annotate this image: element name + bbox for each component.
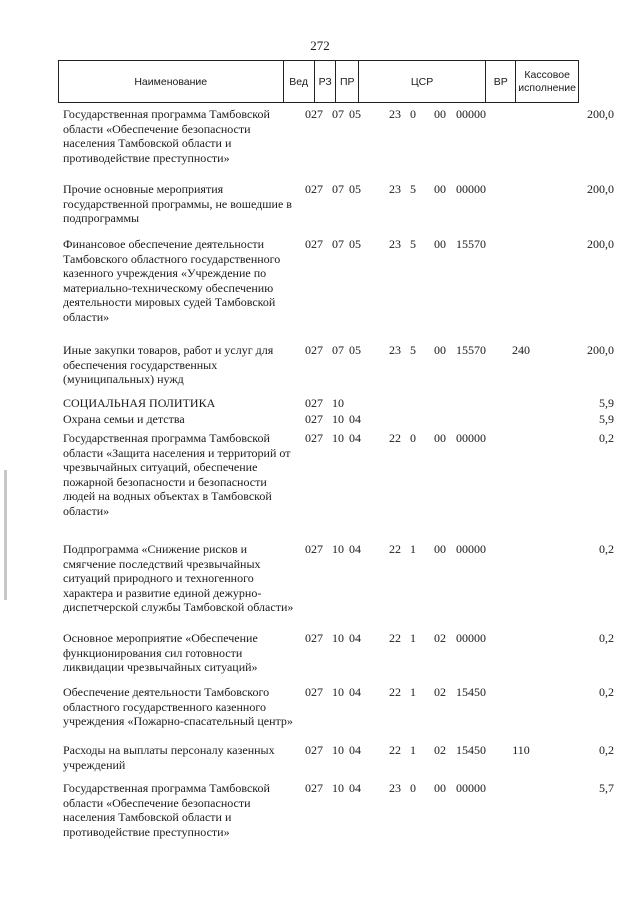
header-pr: ПР xyxy=(336,61,359,103)
row-csr-event: 00 xyxy=(434,542,446,556)
header-ved: Вед xyxy=(283,61,314,103)
row-cash-execution: 200,0 xyxy=(587,107,614,121)
header-row xyxy=(59,61,579,103)
row-name: СОЦИАЛЬНАЯ ПОЛИТИКА xyxy=(63,396,216,410)
row-cash-execution: 200,0 xyxy=(587,343,614,357)
row-ved: 027 xyxy=(305,685,323,699)
row-csr-direction: 00000 xyxy=(456,182,486,196)
row-rz: 10 xyxy=(332,431,344,445)
row-rz: 10 xyxy=(332,396,344,410)
row-pr: 04 xyxy=(349,685,361,699)
row-rz: 07 xyxy=(332,107,344,121)
row-csr-subprogram: 0 xyxy=(410,431,416,445)
row-csr-subprogram: 1 xyxy=(410,542,416,556)
row-cash-execution: 0,2 xyxy=(599,431,614,445)
row-csr-event: 00 xyxy=(434,343,446,357)
row-pr: 04 xyxy=(349,781,361,795)
row-csr-event: 00 xyxy=(434,781,446,795)
row-csr-program: 22 xyxy=(389,685,401,699)
row-csr-program: 22 xyxy=(389,743,401,757)
row-pr: 05 xyxy=(349,182,361,196)
row-csr-subprogram: 1 xyxy=(410,743,416,757)
row-name: Прочие основные мероприятия государственной программы, не вошедшие в подпрограммы xyxy=(63,182,292,226)
row-cash-execution: 5,7 xyxy=(599,781,614,795)
row-csr-program: 22 xyxy=(389,631,401,645)
row-ved: 027 xyxy=(305,343,323,357)
row-csr-direction: 15450 xyxy=(456,685,486,699)
row-rz: 07 xyxy=(332,237,344,251)
row-csr-program: 23 xyxy=(389,182,401,196)
row-cash-execution: 200,0 xyxy=(587,237,614,251)
row-name: Подпрограмма «Снижение рисков и смягчение последствий чрезвычайных ситуаций природного и техногенного характера и развитие единой дежурно-диспетчерской службы Тамбовской области» xyxy=(63,542,294,615)
row-csr-event: 02 xyxy=(434,743,446,757)
row-ved: 027 xyxy=(305,237,323,251)
row-name: Расходы на выплаты персоналу казенных учреждений xyxy=(63,743,275,772)
row-name: Обеспечение деятельности Тамбовского областного государственного казенного учреждения «Пожарно-спасательный центр» xyxy=(63,685,293,729)
row-pr: 05 xyxy=(349,343,361,357)
row-csr-subprogram: 5 xyxy=(410,182,416,196)
row-rz: 07 xyxy=(332,182,344,196)
row-ved: 027 xyxy=(305,781,323,795)
row-csr-event: 00 xyxy=(434,182,446,196)
row-csr-program: 22 xyxy=(389,542,401,556)
binding-mark xyxy=(4,470,7,600)
row-ved: 027 xyxy=(305,631,323,645)
page-number: 272 xyxy=(310,38,330,53)
row-name: Иные закупки товаров, работ и услуг для обеспечения государственных (муниципальных) нужд xyxy=(63,343,274,387)
row-rz: 10 xyxy=(332,743,344,757)
row-name: Государственная программа Тамбовской области «Обеспечение безопасности населения Тамбовской области и противодействие преступности» xyxy=(63,781,270,839)
row-pr: 05 xyxy=(349,107,361,121)
row-csr-subprogram: 1 xyxy=(410,631,416,645)
row-ved: 027 xyxy=(305,396,323,410)
row-ved: 027 xyxy=(305,107,323,121)
row-csr-event: 00 xyxy=(434,107,446,121)
header-name: Наименование xyxy=(59,61,284,103)
row-rz: 10 xyxy=(332,542,344,556)
row-csr-direction: 15570 xyxy=(456,237,486,251)
row-csr-program: 23 xyxy=(389,343,401,357)
row-rz: 07 xyxy=(332,343,344,357)
row-csr-program: 23 xyxy=(389,237,401,251)
row-csr-direction: 15570 xyxy=(456,343,486,357)
row-pr: 05 xyxy=(349,237,361,251)
row-csr-subprogram: 0 xyxy=(410,107,416,121)
row-csr-program: 22 xyxy=(389,431,401,445)
row-csr-event: 02 xyxy=(434,631,446,645)
row-csr-direction: 00000 xyxy=(456,542,486,556)
row-csr-subprogram: 5 xyxy=(410,343,416,357)
row-name: Охрана семьи и детства xyxy=(63,412,185,426)
row-ved: 027 xyxy=(305,412,323,426)
row-csr-event: 00 xyxy=(434,237,446,251)
row-ved: 027 xyxy=(305,542,323,556)
row-csr-program: 23 xyxy=(389,781,401,795)
row-rz: 10 xyxy=(332,685,344,699)
row-csr-direction: 15450 xyxy=(456,743,486,757)
row-pr: 04 xyxy=(349,542,361,556)
row-ved: 027 xyxy=(305,743,323,757)
row-csr-direction: 00000 xyxy=(456,431,486,445)
row-ved: 027 xyxy=(305,182,323,196)
row-cash-execution: 5,9 xyxy=(599,412,614,426)
row-rz: 10 xyxy=(332,781,344,795)
row-cash-execution: 5,9 xyxy=(599,396,614,410)
row-csr-program: 23 xyxy=(389,107,401,121)
row-pr: 04 xyxy=(349,743,361,757)
row-cash-execution: 0,2 xyxy=(599,743,614,757)
row-name: Государственная программа Тамбовской области «Обеспечение безопасности населения Тамбовской области и противодействие преступности» xyxy=(63,107,270,165)
row-name: Основное мероприятие «Обеспечение функционирования сил готовности ликвидации чрезвычайных ситуаций» xyxy=(63,631,258,675)
row-name: Государственная программа Тамбовской области «Защита населения и территорий от чрезвычайных ситуаций, обеспечение пожарной безопасности и безопасности людей на водных объектах в Тамбовской области» xyxy=(63,431,291,518)
row-vr: 240 xyxy=(512,343,530,357)
row-pr: 04 xyxy=(349,412,361,426)
header-rz: РЗ xyxy=(314,61,336,103)
row-cash-execution: 200,0 xyxy=(587,182,614,196)
row-rz: 10 xyxy=(332,631,344,645)
row-cash-execution: 0,2 xyxy=(599,542,614,556)
row-pr: 04 xyxy=(349,631,361,645)
row-csr-subprogram: 1 xyxy=(410,685,416,699)
row-vr: 110 xyxy=(512,743,530,757)
header-vr: ВР xyxy=(486,61,516,103)
row-csr-direction: 00000 xyxy=(456,107,486,121)
row-cash-execution: 0,2 xyxy=(599,685,614,699)
row-csr-direction: 00000 xyxy=(456,781,486,795)
row-csr-subprogram: 0 xyxy=(410,781,416,795)
header-csr: ЦСР xyxy=(359,61,486,103)
row-csr-subprogram: 5 xyxy=(410,237,416,251)
row-cash-execution: 0,2 xyxy=(599,631,614,645)
row-rz: 10 xyxy=(332,412,344,426)
header-ke: Кассовое исполнение xyxy=(516,61,579,103)
row-name: Финансовое обеспечение деятельности Тамбовского областного государственного казенного учреждения «Учреждение по материально-техническому обеспечению деятельности мировых судей Тамбовской области» xyxy=(63,237,281,324)
row-csr-event: 02 xyxy=(434,685,446,699)
row-ved: 027 xyxy=(305,431,323,445)
row-csr-direction: 00000 xyxy=(456,631,486,645)
row-csr-event: 00 xyxy=(434,431,446,445)
table-header xyxy=(58,60,579,103)
row-pr: 04 xyxy=(349,431,361,445)
